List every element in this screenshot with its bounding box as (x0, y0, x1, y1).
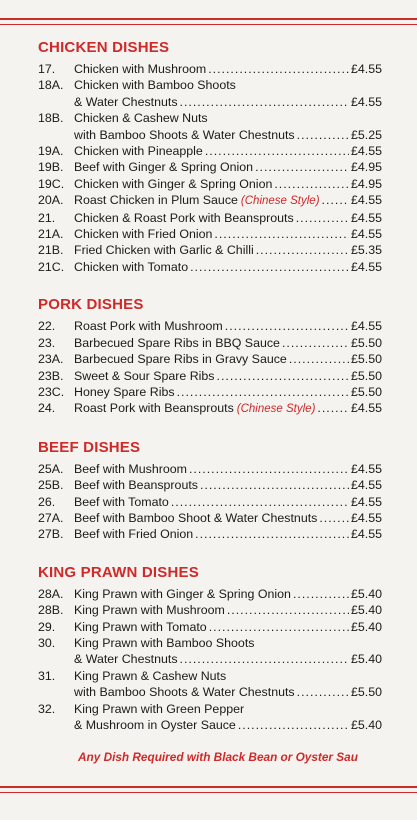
footer-note: Any Dish Required with Black Bean or Oyster Sau (78, 750, 358, 764)
item-price: £5.40 (350, 603, 382, 618)
menu-item (38, 210, 382, 226)
dot-leader (256, 242, 349, 258)
item-name: with Bamboo Shoots & Water Chestnuts (74, 685, 295, 700)
item-number: 21C. (38, 259, 65, 274)
item-price: £4.55 (350, 401, 382, 416)
item-name: King Prawn with Tomato (74, 619, 207, 634)
item-number: 29. (38, 619, 56, 634)
dot-leader (171, 494, 349, 510)
item-number: 20A. (38, 193, 64, 208)
bottom-border-rule (0, 786, 417, 788)
item-number: 17. (38, 62, 56, 76)
menu-content (38, 38, 382, 753)
item-price: £5.40 (350, 586, 382, 601)
menu-item (38, 477, 382, 493)
menu-item (38, 384, 382, 400)
item-style-note: (Chinese Style) (240, 195, 320, 208)
item-name: Barbecued Spare Ribs in BBQ Sauce (74, 335, 280, 350)
bottom-border-rule-thin (0, 792, 417, 793)
menu-item (38, 400, 382, 417)
item-price: £4.55 (350, 62, 382, 76)
menu-item (38, 586, 382, 602)
item-name: King Prawn with Bamboo Shoots (74, 635, 255, 650)
item-name: Chicken with Tomato (74, 259, 189, 274)
item-number: 28A. (38, 586, 64, 601)
item-number: 25A. (38, 461, 64, 476)
item-price: £5.50 (350, 384, 382, 399)
item-number: 21A. (38, 227, 64, 242)
item-number: 23A. (38, 352, 64, 367)
item-name: Roast Pork with Mushroom (74, 319, 223, 334)
menu-item (38, 110, 382, 143)
item-number: 27B. (38, 527, 64, 542)
menu-item (38, 368, 382, 384)
item-name: Roast Chicken in Plum Sauce (74, 193, 238, 208)
menu-item (38, 259, 382, 275)
menu-section (38, 563, 382, 734)
item-name: Chicken with Pineapple (74, 144, 203, 159)
dot-leader (293, 586, 349, 602)
dot-leader (225, 318, 349, 334)
item-name: King Prawn with Ginger & Spring Onion (74, 586, 291, 601)
dot-leader (208, 61, 349, 77)
item-name: & Water Chestnuts (74, 652, 178, 667)
menu-section (38, 38, 382, 275)
item-name: King Prawn & Cashew Nuts (74, 668, 227, 683)
item-number: 24. (38, 401, 56, 416)
item-price: £4.55 (350, 227, 382, 242)
item-price: £5.35 (350, 243, 382, 258)
menu-item (38, 143, 382, 159)
item-price: £5.50 (350, 352, 382, 367)
menu-item (38, 159, 382, 175)
item-name: & Mushroom in Oyster Sauce (74, 718, 236, 732)
item-name: Chicken with Ginger & Spring Onion (74, 176, 273, 191)
dot-leader (180, 94, 349, 110)
section-title: BEEF DISHES (38, 438, 141, 456)
item-number: 18A. (38, 78, 64, 93)
dot-leader (180, 651, 349, 667)
item-number: 19B. (38, 160, 64, 175)
item-price: £5.40 (350, 718, 382, 732)
dot-leader (190, 259, 349, 275)
item-name: Sweet & Sour Spare Ribs (74, 368, 215, 383)
dot-leader (289, 351, 349, 367)
menu-item (38, 192, 382, 209)
item-number: 25B. (38, 478, 64, 493)
item-name: Beef with Ginger & Spring Onion (74, 160, 254, 175)
menu-item (38, 619, 382, 635)
dot-leader (274, 176, 349, 192)
menu-item (38, 602, 382, 618)
item-style-note: (Chinese Style) (236, 403, 316, 416)
menu-item (38, 526, 382, 542)
item-name: Roast Pork with Beansprouts (74, 401, 234, 416)
item-price: £4.55 (350, 259, 382, 274)
dot-leader (322, 192, 349, 208)
menu-item (38, 351, 382, 367)
item-number: 27A. (38, 510, 64, 525)
item-name: Chicken with Fried Onion (74, 227, 213, 242)
dot-leader (238, 717, 349, 733)
menu-item (38, 701, 382, 734)
dot-leader (177, 384, 349, 400)
menu-item (38, 510, 382, 526)
item-name: King Prawn with Green Pepper (74, 701, 245, 716)
item-price: £4.95 (350, 176, 382, 191)
item-price: £4.55 (350, 510, 382, 525)
item-number: 21B. (38, 243, 64, 258)
section-title: KING PRAWN DISHES (38, 563, 199, 581)
dot-leader (205, 143, 349, 159)
item-name: Barbecued Spare Ribs in Gravy Sauce (74, 352, 287, 367)
menu-item (38, 668, 382, 701)
item-name: & Water Chestnuts (74, 94, 178, 109)
dot-leader (317, 400, 349, 416)
item-price: £4.55 (350, 144, 382, 159)
item-name: Beef with Mushroom (74, 461, 187, 476)
item-price: £5.40 (350, 652, 382, 667)
item-number: 26. (38, 494, 56, 509)
top-border-rule (0, 18, 417, 20)
menu-item (38, 335, 382, 351)
dot-leader (195, 526, 349, 542)
item-price: £4.55 (350, 461, 382, 476)
item-name: Beef with Fried Onion (74, 527, 194, 542)
item-number: 19A. (38, 144, 64, 159)
item-number: 31. (38, 668, 56, 683)
section-title: PORK DISHES (38, 296, 144, 314)
menu-item (38, 494, 382, 510)
item-price: £5.25 (350, 127, 382, 142)
item-price: £5.50 (350, 368, 382, 383)
item-price: £4.55 (350, 494, 382, 509)
item-number: 19C. (38, 176, 65, 191)
dot-leader (282, 335, 349, 351)
item-name: Beef with Tomato (74, 494, 169, 509)
menu-section (38, 438, 382, 543)
item-number: 32. (38, 701, 56, 716)
menu-item (38, 461, 382, 477)
item-number: 30. (38, 635, 56, 650)
dot-leader (217, 368, 349, 384)
dot-leader (200, 477, 349, 493)
dot-leader (255, 159, 349, 175)
menu-item (38, 176, 382, 192)
item-number: 21. (38, 210, 56, 225)
item-number: 23B. (38, 368, 64, 383)
menu-item (38, 635, 382, 668)
item-name: Chicken & Roast Pork with Beansprouts (74, 210, 294, 225)
item-price: £4.55 (350, 319, 382, 334)
dot-leader (296, 210, 349, 226)
menu-section (38, 295, 382, 417)
item-number: 28B. (38, 603, 64, 618)
item-price: £5.40 (350, 619, 382, 634)
menu-item (38, 61, 382, 77)
menu-item (38, 226, 382, 242)
dot-leader (214, 226, 349, 242)
item-name: Fried Chicken with Garlic & Chilli (74, 243, 254, 258)
item-price: £5.50 (350, 685, 382, 700)
item-name: Honey Spare Ribs (74, 384, 175, 399)
dot-leader (189, 461, 349, 477)
item-name: Chicken with Mushroom (74, 62, 207, 76)
dot-leader (227, 602, 349, 618)
item-number: 23C. (38, 384, 65, 399)
item-number: 22. (38, 319, 56, 334)
item-price: £4.55 (350, 478, 382, 493)
section-title: CHICKEN DISHES (38, 39, 170, 56)
item-number: 18B. (38, 111, 64, 126)
dot-leader (297, 684, 349, 700)
item-price: £4.55 (350, 210, 382, 225)
item-price: £4.55 (350, 193, 382, 208)
top-border-rule-thin (0, 24, 417, 25)
item-name: Chicken & Cashew Nuts (74, 111, 208, 126)
item-name: with Bamboo Shoots & Water Chestnuts (74, 127, 295, 142)
item-price: £5.50 (350, 335, 382, 350)
menu-item (38, 318, 382, 334)
item-name: Chicken with Bamboo Shoots (74, 78, 236, 93)
menu-item (38, 242, 382, 258)
item-name: Beef with Beansprouts (74, 478, 198, 493)
item-name: King Prawn with Mushroom (74, 603, 225, 618)
dot-leader (297, 127, 349, 143)
dot-leader (209, 619, 349, 635)
item-price: £4.95 (350, 160, 382, 175)
item-number: 23. (38, 335, 56, 350)
dot-leader (319, 510, 349, 526)
item-price: £4.55 (350, 94, 382, 109)
item-name: Beef with Bamboo Shoot & Water Chestnuts (74, 510, 318, 525)
item-price: £4.55 (350, 527, 382, 542)
menu-item (38, 77, 382, 110)
